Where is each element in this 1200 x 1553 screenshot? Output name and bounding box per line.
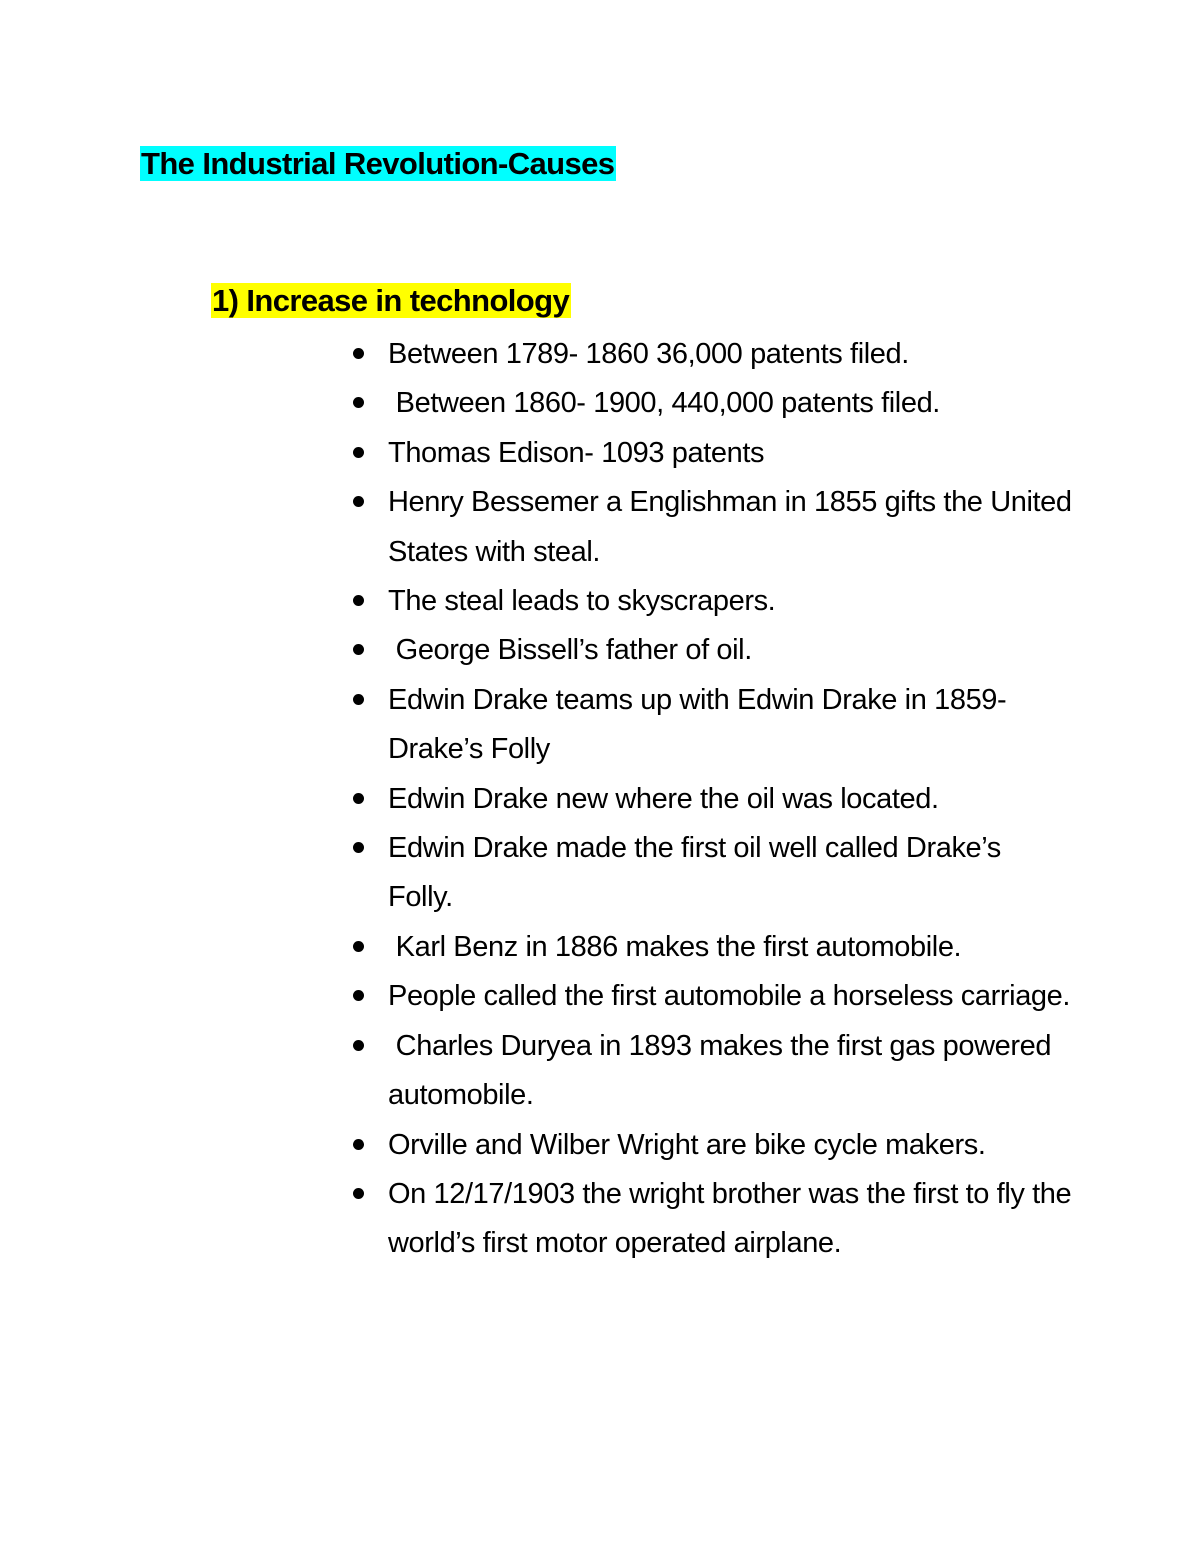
bullet-item bbox=[352, 676, 1072, 775]
bullet-text: Between 1860- 1900, 440,000 patents filed. bbox=[388, 387, 940, 420]
bullet-dot-icon bbox=[353, 1040, 364, 1051]
bullet-dot-icon bbox=[353, 990, 364, 1001]
bullet-list bbox=[352, 330, 1080, 1269]
bullet-text: George Bissell’s father of oil. bbox=[388, 634, 752, 667]
section-heading bbox=[211, 279, 571, 323]
bullet-text: Orville and Wilber Wright are bike cycle makers. bbox=[388, 1128, 986, 1161]
bullet-item bbox=[352, 379, 1072, 428]
bullet-dot-icon bbox=[353, 595, 364, 606]
bullet-text: Between 1789- 1860 36,000 patents filed. bbox=[388, 338, 909, 370]
bullet-item bbox=[352, 330, 1072, 379]
bullet-dot-icon bbox=[353, 1139, 364, 1150]
bullet-dot-icon bbox=[353, 397, 364, 408]
bullet-dot-icon bbox=[353, 842, 364, 853]
bullet-text: The steal leads to skyscrapers. bbox=[388, 585, 776, 618]
bullet-text: Thomas Edison- 1093 patents bbox=[388, 436, 765, 469]
bullet-text: On 12/17/1903 the wright brother was the first to fly the world’s first motor operated airplane. bbox=[388, 1177, 1079, 1260]
bullet-item bbox=[352, 577, 1072, 626]
bullet-item bbox=[352, 1022, 1072, 1121]
bullet-item bbox=[352, 429, 1072, 478]
bullet-item bbox=[352, 1170, 1079, 1269]
bullet-dot-icon bbox=[353, 644, 364, 655]
section-heading-highlight: 1) Increase in technology bbox=[212, 283, 570, 318]
bullet-dot-icon bbox=[353, 793, 364, 804]
bullet-text: Henry Bessemer a Englishman in 1855 gifts the United States with steal. bbox=[388, 486, 1080, 568]
bullet-item bbox=[352, 923, 1072, 972]
bullet-item bbox=[352, 1121, 1072, 1170]
bullet-dot-icon bbox=[353, 1188, 364, 1199]
bullet-text: Edwin Drake new where the oil was located. bbox=[388, 782, 939, 815]
bullet-item bbox=[352, 972, 1072, 1021]
bullet-dot-icon bbox=[353, 496, 364, 507]
bullet-dot-icon bbox=[353, 694, 364, 705]
bullet-text: Karl Benz in 1886 makes the first automobile. bbox=[388, 930, 962, 963]
bullet-dot-icon bbox=[353, 941, 364, 952]
document-title bbox=[140, 142, 616, 186]
bullet-dot-icon bbox=[353, 348, 364, 359]
bullet-text: Charles Duryea in 1893 makes the first gas powered automobile. bbox=[388, 1029, 1059, 1112]
bullet-item bbox=[352, 626, 1072, 675]
bullet-item bbox=[352, 478, 1080, 577]
bullet-text: Edwin Drake made the first oil well called Drake’s Folly. bbox=[388, 832, 1009, 914]
bullet-dot-icon bbox=[353, 447, 364, 458]
bullet-item bbox=[352, 775, 1072, 824]
bullet-text: People called the first automobile a horseless carriage. bbox=[388, 980, 1071, 1013]
bullet-text: Edwin Drake teams up with Edwin Drake in 1859- Drake’s Folly bbox=[388, 683, 1014, 766]
bullet-item bbox=[352, 824, 1072, 923]
title-highlight: The Industrial Revolution-Causes bbox=[141, 146, 615, 181]
